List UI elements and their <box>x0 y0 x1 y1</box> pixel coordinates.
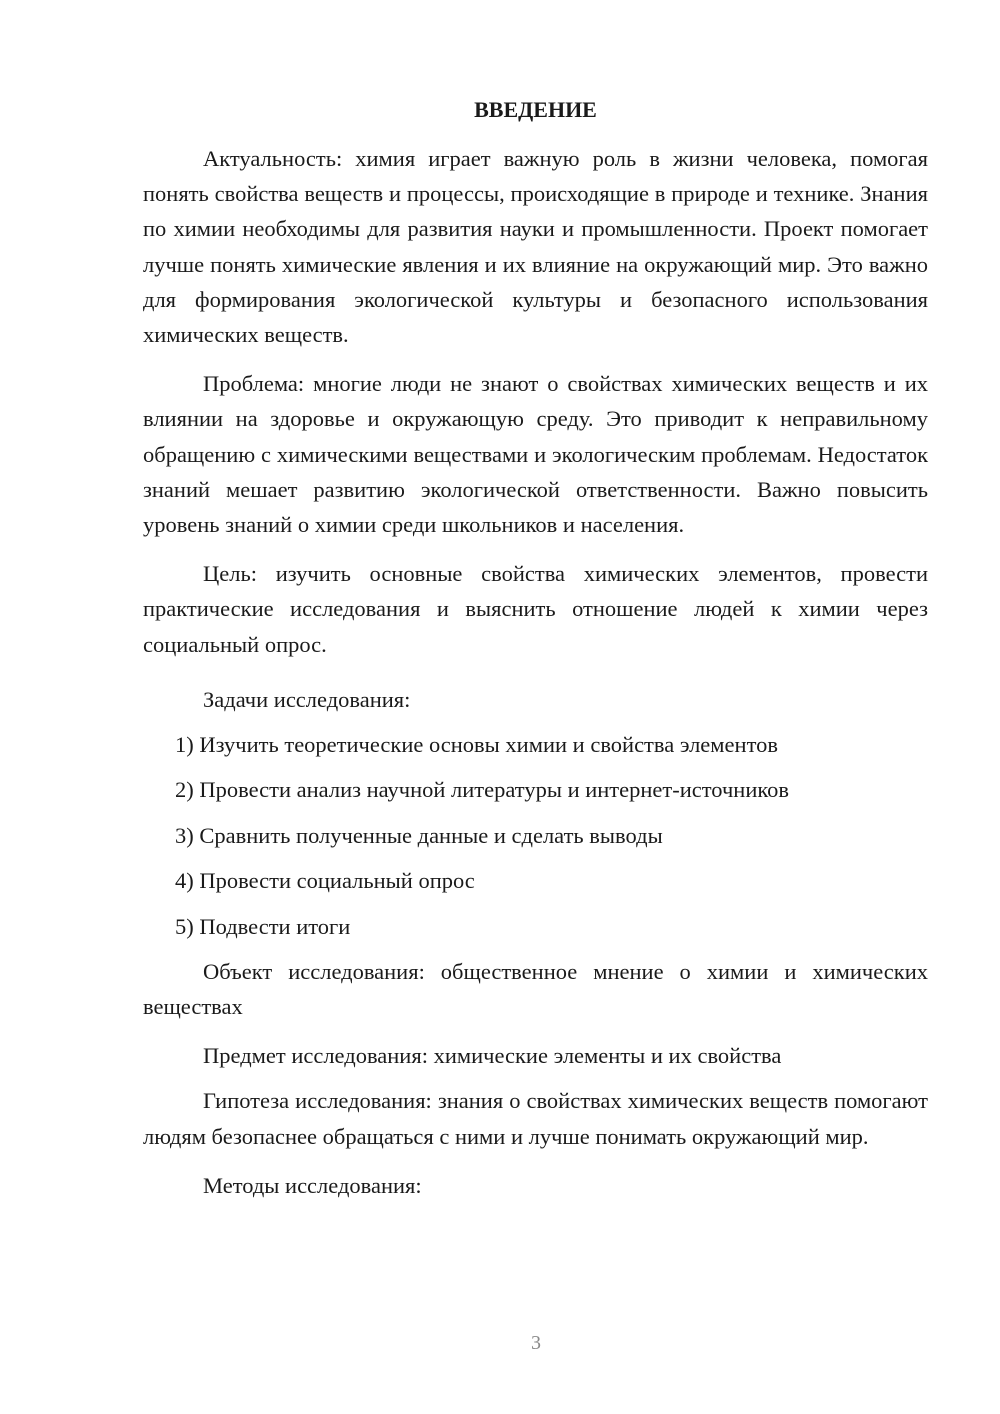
task-item: 5) Подвести итоги <box>175 913 351 939</box>
task-item: 1) Изучить теоретические основы химии и свойства элементов <box>175 732 778 758</box>
task-item: 3) Сравнить полученные данные и сделать выводы <box>175 822 663 848</box>
task-item: 2) Провести анализ научной литературы и интернет-источников <box>175 777 790 803</box>
object-paragraph: Объект исследования: общественное мнение о химии и химических веществах <box>143 958 928 1020</box>
page-title: ВВЕДЕНИЕ <box>474 97 597 122</box>
hypothesis-paragraph: Гипотеза исследования: знания о свойствах химических веществ помогают людям безопаснее обращаться с ними и лучше понимать окружающий мир. <box>143 1088 928 1149</box>
subject-paragraph: Предмет исследования: химические элементы и их свойства <box>203 1043 782 1069</box>
problem-paragraph: Проблема: многие люди не знают о свойствах химических веществ и их влиянии на здоровье и окружающую среду. Это приводит к неправильному обращению с химическими веществами и экологическим проблемам. Недостаток знаний мешает развитию экологической ответственности. Важно повысить уровень знаний о химии среди школьников и населения. <box>143 371 928 538</box>
task-item: 4) Провести социальный опрос <box>175 868 475 894</box>
task-list <box>143 727 928 944</box>
goal-paragraph: Цель: изучить основные свойства химических элементов, провести практические исследования и выяснить отношение людей к химии через социальный опрос. <box>143 561 928 657</box>
tasks-heading: Задачи исследования: <box>203 686 411 712</box>
actuality-paragraph: Актуальность: химия играет важную роль в жизни человека, помогая понять свойства веществ и процессы, происходящие в природе и технике. Знания по химии необходимы для развития науки и промышленности. Проект помогает лучше понять химические явления и их влияние на окружающий мир. Это важно для формирования экологической культуры и безопасного использования химических веществ. <box>143 146 928 348</box>
page-number: 3 <box>531 1332 541 1354</box>
page-content <box>143 95 928 1203</box>
methods-heading: Методы исследования: <box>203 1172 422 1198</box>
